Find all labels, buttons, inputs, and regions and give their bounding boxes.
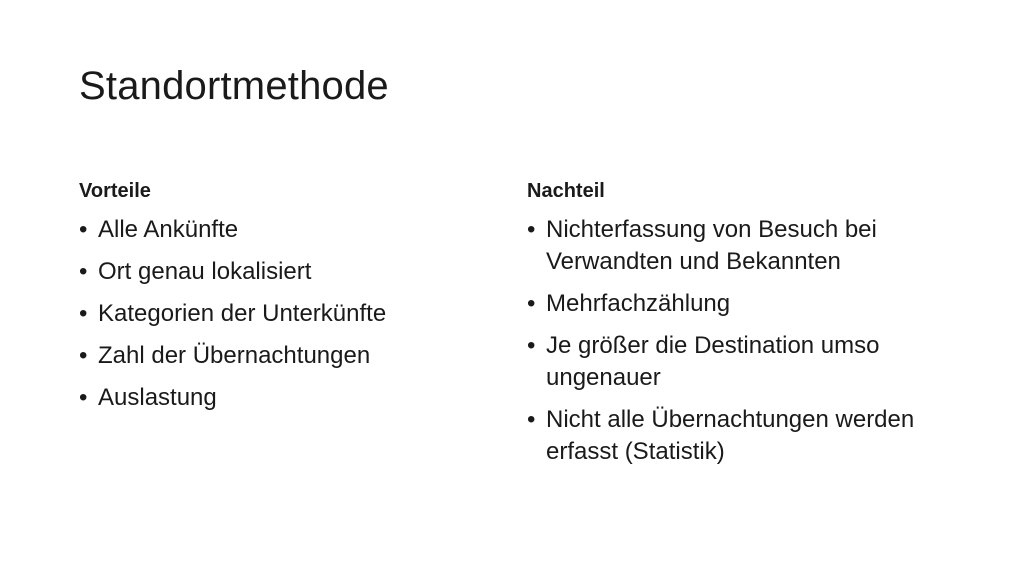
bullet-icon: • <box>79 384 88 411</box>
list-item-text: Nicht alle Übernachtungen werden erfasst (Statistik) <box>546 406 915 465</box>
list-item <box>527 288 947 320</box>
list-item <box>527 330 947 394</box>
list-item <box>79 214 479 246</box>
bullet-icon: • <box>79 300 88 327</box>
list-item-text: Ort genau lokalisiert <box>98 258 312 285</box>
bullet-icon: • <box>527 290 536 317</box>
list-item <box>79 256 479 288</box>
list-item-text: Auslastung <box>98 384 217 411</box>
list-item <box>79 382 479 414</box>
advantages-heading: Vorteile <box>79 180 151 202</box>
bullet-icon: • <box>79 216 88 243</box>
list-item <box>79 298 479 330</box>
list-item-text: Zahl der Übernachtungen <box>98 342 371 369</box>
list-item-text: Je größer die Destination umso ungenauer <box>546 332 880 391</box>
list-item <box>527 214 947 278</box>
list-item-text: Mehrfachzählung <box>546 290 731 317</box>
bullet-icon: • <box>79 258 88 285</box>
bullet-icon: • <box>527 216 536 243</box>
list-item-text: Kategorien der Unterkünfte <box>98 300 387 327</box>
disadvantages-heading: Nachteil <box>527 180 605 202</box>
list-item-text: Nichterfassung von Besuch bei Verwandten und Bekannten <box>546 216 877 275</box>
disadvantages-list <box>527 214 947 468</box>
bullet-icon: • <box>527 406 536 433</box>
advantages-list <box>79 214 479 414</box>
advantages-column <box>79 176 479 424</box>
disadvantages-column <box>527 176 947 478</box>
list-item <box>79 340 479 372</box>
bullet-icon: • <box>527 332 536 359</box>
list-item <box>527 404 947 468</box>
slide-title: Standortmethode <box>79 64 389 108</box>
list-item-text: Alle Ankünfte <box>98 216 239 243</box>
bullet-icon: • <box>79 342 88 369</box>
